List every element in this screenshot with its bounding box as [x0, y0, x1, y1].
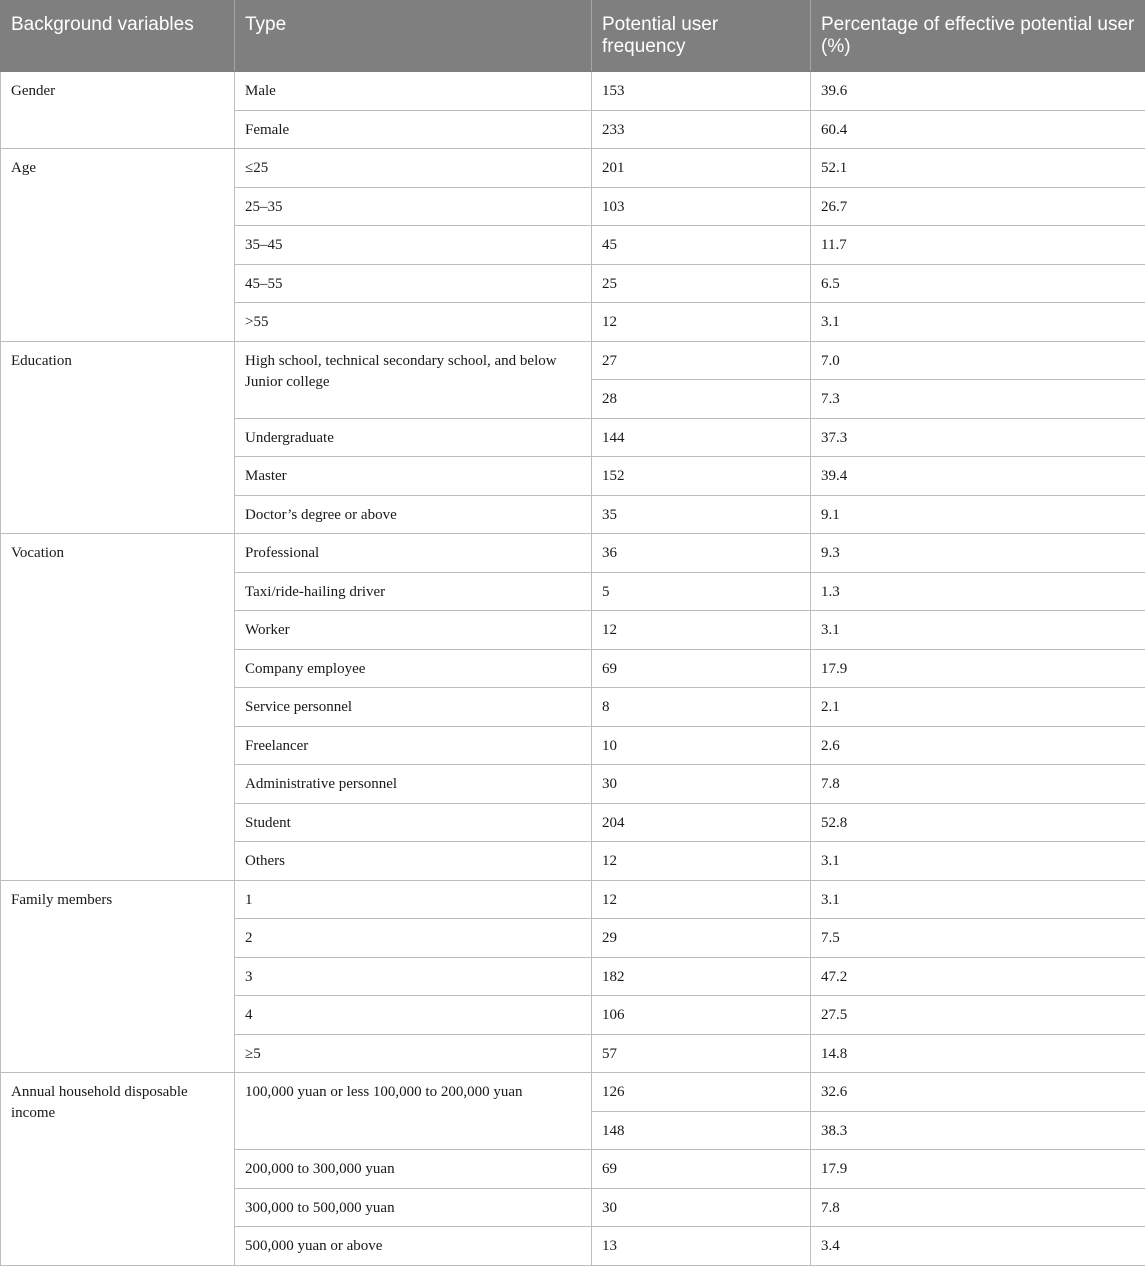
type-cell: >55: [235, 303, 592, 342]
table-row: [1, 880, 1145, 919]
type-cell: Professional: [235, 534, 592, 573]
percentage-cell: 9.3: [811, 534, 1145, 573]
percentage-cell: 26.7: [811, 187, 1145, 226]
percentage-cell: 39.6: [811, 72, 1145, 111]
table-row: [1, 1073, 1145, 1112]
type-line: 100,000 yuan or less 100,000 to 200,000 yuan: [245, 1082, 581, 1103]
percentage-cell: 11.7: [811, 226, 1145, 265]
type-cell-merged: [235, 341, 592, 418]
frequency-cell: 69: [592, 649, 811, 688]
group-label: Family members: [1, 880, 235, 1073]
percentage-cell: 2.1: [811, 688, 1145, 727]
type-cell-merged: [235, 1073, 592, 1150]
percentage-cell: 1.3: [811, 572, 1145, 611]
frequency-cell: 103: [592, 187, 811, 226]
type-cell: Company employee: [235, 649, 592, 688]
percentage-cell: 3.1: [811, 842, 1145, 881]
frequency-cell: 12: [592, 880, 811, 919]
type-cell: Others: [235, 842, 592, 881]
percentage-cell: 3.4: [811, 1227, 1145, 1266]
percentage-cell: 52.1: [811, 149, 1145, 188]
frequency-cell: 106: [592, 996, 811, 1035]
type-cell: Service personnel: [235, 688, 592, 727]
type-cell: 25–35: [235, 187, 592, 226]
percentage-cell: 32.6: [811, 1073, 1145, 1112]
frequency-cell: 57: [592, 1034, 811, 1073]
frequency-cell: 12: [592, 303, 811, 342]
type-line: Junior college: [245, 372, 581, 393]
frequency-cell: 182: [592, 957, 811, 996]
percentage-cell: 2.6: [811, 726, 1145, 765]
group-label: Gender: [1, 72, 235, 149]
table-body: [1, 72, 1145, 1266]
percentage-cell: 60.4: [811, 110, 1145, 149]
frequency-cell: 12: [592, 611, 811, 650]
type-cell: Master: [235, 457, 592, 496]
frequency-cell: 204: [592, 803, 811, 842]
frequency-cell: 13: [592, 1227, 811, 1266]
frequency-cell: 10: [592, 726, 811, 765]
frequency-cell: 8: [592, 688, 811, 727]
type-cell: Taxi/ride-hailing driver: [235, 572, 592, 611]
frequency-cell: 27: [592, 341, 811, 380]
type-cell: Undergraduate: [235, 418, 592, 457]
percentage-cell: 7.5: [811, 919, 1145, 958]
type-cell: Student: [235, 803, 592, 842]
type-cell: 2: [235, 919, 592, 958]
frequency-cell: 12: [592, 842, 811, 881]
type-cell: 500,000 yuan or above: [235, 1227, 592, 1266]
type-cell: Doctor’s degree or above: [235, 495, 592, 534]
frequency-cell: 45: [592, 226, 811, 265]
frequency-cell: 30: [592, 1188, 811, 1227]
group-label: Education: [1, 341, 235, 534]
percentage-cell: 6.5: [811, 264, 1145, 303]
frequency-cell: 35: [592, 495, 811, 534]
type-cell: 1: [235, 880, 592, 919]
group-label: Age: [1, 149, 235, 342]
frequency-cell: 28: [592, 380, 811, 419]
type-cell: ≥5: [235, 1034, 592, 1073]
percentage-cell: 3.1: [811, 880, 1145, 919]
percentage-cell: 39.4: [811, 457, 1145, 496]
frequency-cell: 25: [592, 264, 811, 303]
group-label: Vocation: [1, 534, 235, 881]
header-type: Type: [235, 1, 592, 72]
type-line: High school, technical secondary school, and below: [245, 351, 581, 372]
frequency-cell: 201: [592, 149, 811, 188]
frequency-cell: 152: [592, 457, 811, 496]
header-background-variables: Background variables: [1, 1, 235, 72]
percentage-cell: 37.3: [811, 418, 1145, 457]
frequency-cell: 233: [592, 110, 811, 149]
header-percentage: Percentage of effective potential user (%): [811, 1, 1145, 72]
type-cell: Male: [235, 72, 592, 111]
frequency-cell: 126: [592, 1073, 811, 1112]
type-cell: Freelancer: [235, 726, 592, 765]
group-label: Annual household disposable income: [1, 1073, 235, 1266]
percentage-cell: 9.1: [811, 495, 1145, 534]
frequency-cell: 36: [592, 534, 811, 573]
frequency-cell: 148: [592, 1111, 811, 1150]
frequency-cell: 153: [592, 72, 811, 111]
table-row: [1, 534, 1145, 573]
frequency-cell: 144: [592, 418, 811, 457]
type-cell: ≤25: [235, 149, 592, 188]
percentage-cell: 7.8: [811, 765, 1145, 804]
type-cell: 35–45: [235, 226, 592, 265]
frequency-cell: 29: [592, 919, 811, 958]
percentage-cell: 3.1: [811, 611, 1145, 650]
table-row: [1, 72, 1145, 111]
percentage-cell: 7.8: [811, 1188, 1145, 1227]
type-cell: 3: [235, 957, 592, 996]
type-cell: 200,000 to 300,000 yuan: [235, 1150, 592, 1189]
percentage-cell: 3.1: [811, 303, 1145, 342]
type-cell: Female: [235, 110, 592, 149]
percentage-cell: 27.5: [811, 996, 1145, 1035]
table-header: [1, 1, 1145, 72]
percentage-cell: 38.3: [811, 1111, 1145, 1150]
frequency-cell: 30: [592, 765, 811, 804]
header-row: [1, 1, 1145, 72]
table-row: [1, 149, 1145, 188]
percentage-cell: 52.8: [811, 803, 1145, 842]
table-row: [1, 341, 1145, 380]
percentage-cell: 17.9: [811, 649, 1145, 688]
percentage-cell: 17.9: [811, 1150, 1145, 1189]
header-frequency: Potential user frequency: [592, 1, 811, 72]
type-cell: 300,000 to 500,000 yuan: [235, 1188, 592, 1227]
frequency-cell: 69: [592, 1150, 811, 1189]
type-cell: Administrative personnel: [235, 765, 592, 804]
type-cell: Worker: [235, 611, 592, 650]
percentage-cell: 7.0: [811, 341, 1145, 380]
percentage-cell: 7.3: [811, 380, 1145, 419]
percentage-cell: 14.8: [811, 1034, 1145, 1073]
percentage-cell: 47.2: [811, 957, 1145, 996]
frequency-cell: 5: [592, 572, 811, 611]
type-cell: 4: [235, 996, 592, 1035]
type-cell: 45–55: [235, 264, 592, 303]
